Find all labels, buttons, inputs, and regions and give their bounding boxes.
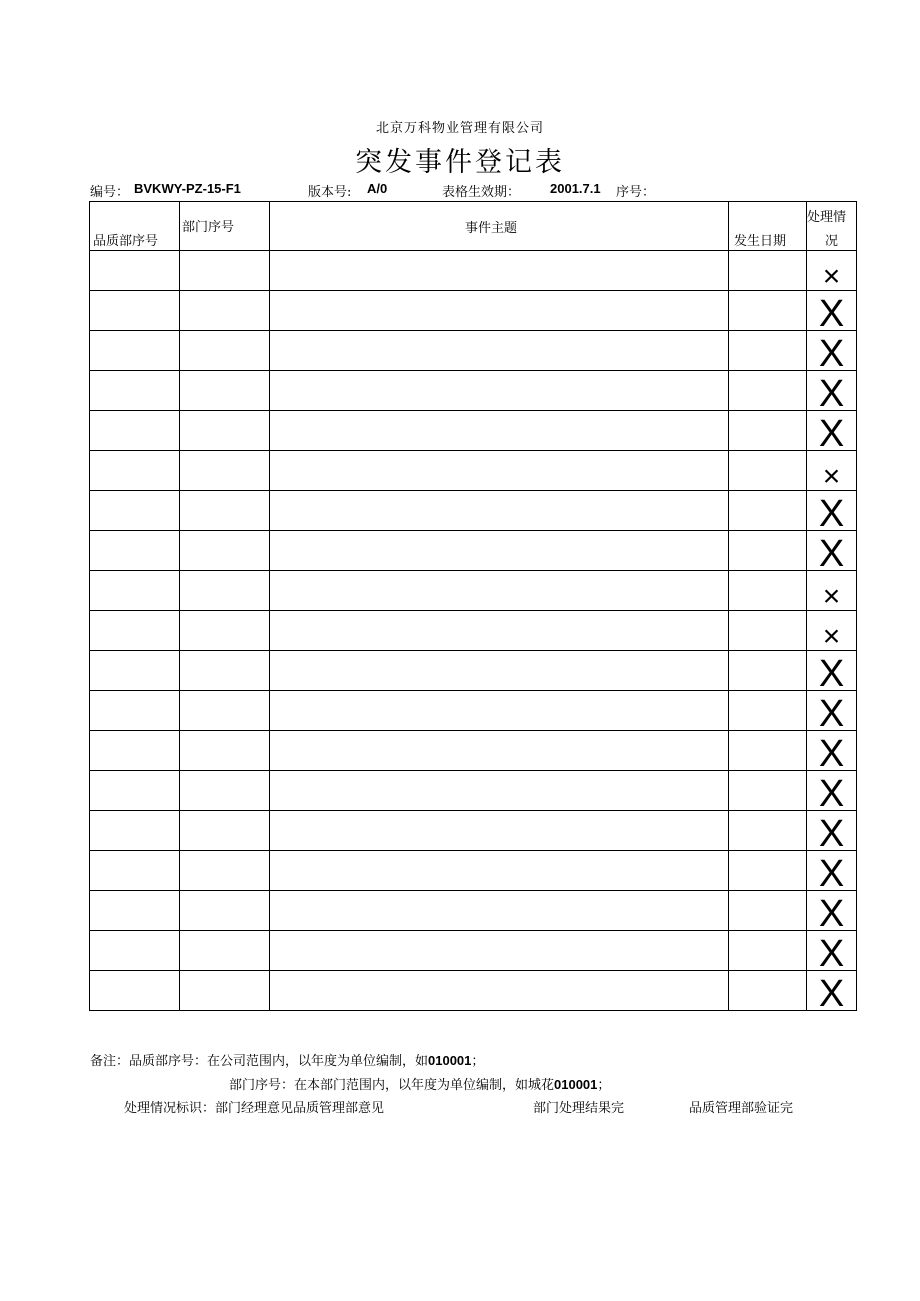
table-row: [90, 331, 857, 371]
cross-mark-icon: X: [818, 533, 845, 575]
cell-quality-seq[interactable]: [90, 251, 180, 291]
cell-date[interactable]: [729, 971, 807, 1011]
cell-dept-seq[interactable]: [180, 931, 270, 971]
cell-subject[interactable]: [270, 731, 729, 771]
cell-status[interactable]: [807, 291, 857, 335]
cross-mark-icon: X: [818, 893, 845, 935]
cell-date[interactable]: [729, 651, 807, 691]
note-2-suffix: ；: [597, 1078, 611, 1093]
cell-quality-seq[interactable]: [90, 891, 180, 931]
table-row: [90, 651, 857, 691]
cell-subject[interactable]: [270, 811, 729, 851]
col-subject-label: 事件主题: [465, 221, 518, 236]
cell-date[interactable]: [729, 451, 807, 491]
code-value: BVKWY-PZ-15-F1: [134, 181, 241, 196]
col-subject: [270, 202, 729, 251]
note-line-1: [90, 1050, 484, 1069]
cell-subject[interactable]: [270, 971, 729, 1011]
cell-quality-seq[interactable]: [90, 691, 180, 731]
cell-date[interactable]: [729, 771, 807, 811]
cell-dept-seq[interactable]: [180, 771, 270, 811]
cell-dept-seq[interactable]: [180, 331, 270, 371]
cross-mark-icon: ×: [822, 620, 841, 653]
cell-dept-seq[interactable]: [180, 291, 270, 331]
cell-status[interactable]: [807, 411, 857, 455]
cell-status[interactable]: [807, 571, 857, 611]
cell-quality-seq[interactable]: [90, 771, 180, 811]
cross-mark-icon: ×: [822, 260, 841, 293]
cell-dept-seq[interactable]: [180, 651, 270, 691]
cross-mark-icon: X: [818, 493, 845, 535]
cell-status[interactable]: [807, 451, 857, 491]
cell-status[interactable]: [807, 651, 857, 695]
cell-date[interactable]: [729, 811, 807, 851]
table-row: [90, 491, 857, 531]
cell-subject[interactable]: [270, 371, 729, 411]
cell-quality-seq[interactable]: [90, 971, 180, 1011]
table-row: [90, 451, 857, 491]
col-quality-seq-label: 品质部序号: [93, 234, 159, 249]
serial-label: 序号：: [616, 185, 656, 200]
col-date: [729, 202, 807, 251]
cell-subject[interactable]: [270, 491, 729, 531]
cell-quality-seq[interactable]: [90, 811, 180, 851]
cell-status[interactable]: [807, 771, 857, 815]
cell-status[interactable]: [807, 491, 857, 535]
cell-status[interactable]: [807, 851, 857, 895]
cell-date[interactable]: [729, 731, 807, 771]
cell-dept-seq[interactable]: [180, 891, 270, 931]
cell-date[interactable]: [729, 331, 807, 371]
cell-status[interactable]: [807, 331, 857, 375]
cell-status[interactable]: [807, 531, 857, 575]
cross-mark-icon: X: [818, 413, 845, 455]
cell-date[interactable]: [729, 691, 807, 731]
table-row: [90, 931, 857, 971]
note-2-code: 010001: [554, 1077, 598, 1092]
table-row: [90, 691, 857, 731]
cell-dept-seq[interactable]: [180, 571, 270, 611]
cross-mark-icon: X: [818, 933, 845, 975]
table-row: [90, 851, 857, 891]
cell-quality-seq[interactable]: [90, 571, 180, 611]
cross-mark-icon: X: [818, 733, 845, 775]
cell-date[interactable]: [729, 371, 807, 411]
cell-status[interactable]: [807, 811, 857, 855]
cell-quality-seq[interactable]: [90, 371, 180, 411]
cell-date[interactable]: [729, 571, 807, 611]
cell-status[interactable]: [807, 931, 857, 975]
cross-mark-icon: X: [818, 693, 845, 735]
cell-status[interactable]: [807, 251, 857, 291]
effective-label: 表格生效期：: [442, 185, 521, 200]
table-row: [90, 251, 857, 291]
table-row: [90, 571, 857, 611]
company-name: 北京万科物业管理有限公司: [375, 121, 544, 136]
cross-mark-icon: X: [818, 973, 845, 1015]
table-row: [90, 771, 857, 811]
cell-dept-seq[interactable]: [180, 731, 270, 771]
table-header-row: [90, 202, 857, 251]
cross-mark-icon: X: [818, 293, 845, 335]
table-row: [90, 811, 857, 851]
cell-date[interactable]: [729, 531, 807, 571]
cell-date[interactable]: [729, 931, 807, 971]
note-1-text: 备注：品质部序号：在公司范围内，以年度为单位编制，如: [90, 1054, 429, 1069]
cross-mark-icon: ×: [822, 460, 841, 493]
cell-quality-seq[interactable]: [90, 651, 180, 691]
cell-subject[interactable]: [270, 411, 729, 451]
cell-dept-seq[interactable]: [180, 851, 270, 891]
cell-date[interactable]: [729, 251, 807, 291]
cell-subject[interactable]: [270, 891, 729, 931]
cross-mark-icon: X: [818, 653, 845, 695]
incident-register-table: [89, 201, 857, 1015]
note-line-3a: 处理情况标识：部门经理意见品质管理部意见: [124, 1101, 385, 1116]
cell-date[interactable]: [729, 851, 807, 891]
cell-date[interactable]: [729, 491, 807, 531]
cross-mark-icon: X: [818, 773, 845, 815]
version-value: A/0: [367, 181, 388, 196]
col-status: [807, 202, 857, 251]
cell-subject[interactable]: [270, 331, 729, 371]
note-2-text: 部门序号：在本部门范围内，以年度为单位编制，如城花: [229, 1078, 555, 1093]
cell-status[interactable]: [807, 371, 857, 415]
col-date-label: 发生日期: [734, 234, 787, 249]
col-status-label-line1: 处理情: [807, 210, 847, 225]
cell-subject[interactable]: [270, 651, 729, 691]
table-row: [90, 291, 857, 331]
cell-subject[interactable]: [270, 571, 729, 611]
cell-subject[interactable]: [270, 851, 729, 891]
table-row: [90, 891, 857, 931]
cell-subject[interactable]: [270, 531, 729, 571]
cell-quality-seq[interactable]: [90, 531, 180, 571]
effective-value: 2001.7.1: [550, 181, 601, 196]
cell-quality-seq[interactable]: [90, 291, 180, 331]
cell-status[interactable]: [807, 731, 857, 775]
note-line-3c: 品质管理部验证完: [689, 1101, 794, 1116]
cell-dept-seq[interactable]: [180, 691, 270, 731]
col-dept-seq-label: 部门序号: [182, 220, 235, 235]
cell-quality-seq[interactable]: [90, 411, 180, 451]
note-1-code: 010001: [428, 1053, 472, 1068]
col-status-label-line2: 况: [825, 234, 839, 249]
cell-subject[interactable]: [270, 611, 729, 651]
cell-status[interactable]: [807, 971, 857, 1015]
col-quality-seq: [90, 202, 180, 251]
cell-quality-seq[interactable]: [90, 851, 180, 891]
note-line-2: [229, 1074, 610, 1093]
table-row: [90, 531, 857, 571]
cell-dept-seq[interactable]: [180, 531, 270, 571]
cross-mark-icon: ×: [822, 580, 841, 613]
cross-mark-icon: X: [818, 333, 845, 375]
cell-quality-seq[interactable]: [90, 931, 180, 971]
cell-dept-seq[interactable]: [180, 371, 270, 411]
cell-date[interactable]: [729, 411, 807, 451]
cell-quality-seq[interactable]: [90, 731, 180, 771]
version-label: 版本号:: [308, 185, 352, 200]
cross-mark-icon: X: [818, 373, 845, 415]
col-dept-seq: [180, 202, 270, 251]
cell-date[interactable]: [729, 611, 807, 651]
cell-date[interactable]: [729, 291, 807, 331]
cell-status[interactable]: [807, 611, 857, 651]
cell-dept-seq[interactable]: [180, 451, 270, 491]
cell-quality-seq[interactable]: [90, 331, 180, 371]
note-line-3b: 部门处理结果完: [533, 1101, 625, 1116]
cell-subject[interactable]: [270, 931, 729, 971]
code-label: 编号：: [90, 185, 130, 200]
table-row: [90, 411, 857, 451]
cross-mark-icon: X: [818, 813, 845, 855]
cell-quality-seq[interactable]: [90, 491, 180, 531]
cell-date[interactable]: [729, 891, 807, 931]
table-row: [90, 971, 857, 1011]
cross-mark-icon: X: [818, 853, 845, 895]
cell-subject[interactable]: [270, 251, 729, 291]
table-row: [90, 371, 857, 411]
cell-dept-seq[interactable]: [180, 971, 270, 1011]
cell-quality-seq[interactable]: [90, 611, 180, 651]
cell-dept-seq[interactable]: [180, 611, 270, 651]
cell-quality-seq[interactable]: [90, 451, 180, 491]
cell-subject[interactable]: [270, 691, 729, 731]
cell-status[interactable]: [807, 891, 857, 935]
cell-dept-seq[interactable]: [180, 411, 270, 451]
cell-status[interactable]: [807, 691, 857, 735]
form-title: 突发事件登记表: [355, 147, 565, 178]
note-1-suffix: ；: [471, 1054, 485, 1069]
table-row: [90, 731, 857, 771]
cell-subject[interactable]: [270, 291, 729, 331]
cell-dept-seq[interactable]: [180, 811, 270, 851]
cell-dept-seq[interactable]: [180, 491, 270, 531]
table-row: [90, 611, 857, 651]
cell-subject[interactable]: [270, 451, 729, 491]
cell-dept-seq[interactable]: [180, 251, 270, 291]
cell-subject[interactable]: [270, 771, 729, 811]
